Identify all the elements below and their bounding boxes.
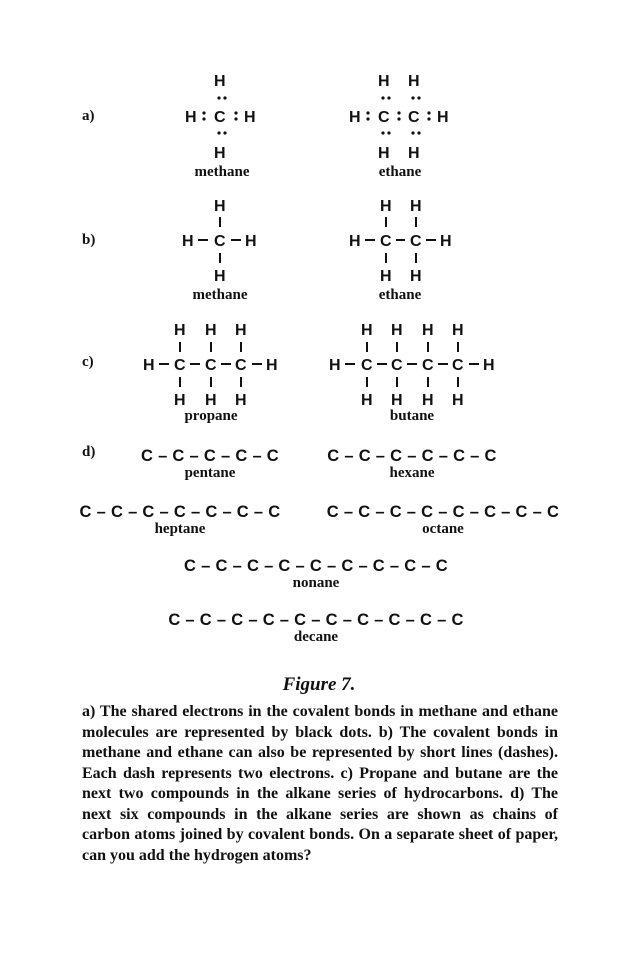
- svg-text:H: H: [378, 145, 390, 162]
- svg-text:C: C: [214, 233, 226, 250]
- svg-text:H: H: [214, 268, 226, 285]
- propane-name: propane: [184, 408, 238, 424]
- svg-text:H: H: [329, 357, 341, 374]
- nonane-name: nonane: [292, 575, 340, 591]
- ethane-electron-dot-structure: [349, 73, 449, 162]
- svg-text:H: H: [174, 392, 186, 409]
- hexane-name: hexane: [389, 465, 435, 481]
- svg-text:H: H: [174, 322, 186, 339]
- nonane-chain: C – C – C – C – C – C – C – C – C: [184, 557, 448, 575]
- svg-text:H: H: [380, 198, 392, 215]
- svg-text:H: H: [408, 73, 420, 90]
- svg-text:H: H: [452, 322, 464, 339]
- label-a: a): [82, 108, 95, 124]
- svg-text:C: C: [174, 357, 186, 374]
- svg-text:H: H: [378, 73, 390, 90]
- svg-text:H: H: [205, 322, 217, 339]
- svg-text:H: H: [214, 145, 226, 162]
- svg-text:C: C: [214, 109, 226, 126]
- hexane-chain: C – C – C – C – C – C: [327, 447, 497, 465]
- svg-text:H: H: [483, 357, 495, 374]
- label-c: c): [82, 354, 94, 370]
- svg-text:H: H: [244, 109, 256, 126]
- svg-text:C: C: [391, 357, 403, 374]
- methane-name-a: methane: [194, 164, 250, 180]
- svg-text:C: C: [361, 357, 373, 374]
- svg-text:H: H: [391, 322, 403, 339]
- octane-chain: C – C – C – C – C – C – C – C: [326, 503, 560, 521]
- svg-text:C: C: [205, 357, 217, 374]
- pentane-name: pentane: [184, 465, 236, 481]
- heptane-chain: C – C – C – C – C – C – C: [79, 503, 281, 521]
- svg-text:H: H: [391, 392, 403, 409]
- svg-text:C: C: [452, 357, 464, 374]
- figure-title: Figure 7.: [282, 674, 356, 695]
- svg-text:H: H: [410, 198, 422, 215]
- svg-text:H: H: [214, 73, 226, 90]
- svg-text:H: H: [245, 233, 257, 250]
- svg-text:H: H: [422, 322, 434, 339]
- decane-name: decane: [293, 629, 339, 645]
- decane-chain: C – C – C – C – C – C – C – C – C – C: [168, 611, 464, 629]
- svg-text:H: H: [185, 109, 197, 126]
- svg-text:H: H: [452, 392, 464, 409]
- svg-text:H: H: [235, 322, 247, 339]
- label-d: d): [82, 444, 96, 460]
- svg-text:H: H: [361, 322, 373, 339]
- svg-text:H: H: [205, 392, 217, 409]
- svg-text:H: H: [182, 233, 194, 250]
- butane-structure: [329, 322, 495, 409]
- label-b: b): [82, 232, 96, 248]
- svg-text:C: C: [410, 233, 422, 250]
- svg-text:H: H: [349, 109, 361, 126]
- butane-name: butane: [389, 408, 435, 424]
- svg-text:H: H: [143, 357, 155, 374]
- svg-text:H: H: [214, 198, 226, 215]
- svg-text:H: H: [408, 145, 420, 162]
- octane-name: octane: [422, 521, 464, 537]
- svg-text:H: H: [410, 268, 422, 285]
- svg-text:H: H: [422, 392, 434, 409]
- methane-dash-structure: [182, 198, 257, 285]
- svg-text:H: H: [380, 268, 392, 285]
- ethane-name-b: ethane: [378, 287, 422, 303]
- svg-text:C: C: [422, 357, 434, 374]
- svg-text:C: C: [235, 357, 247, 374]
- svg-text:C: C: [408, 109, 420, 126]
- svg-text:H: H: [235, 392, 247, 409]
- methane-electron-dot-structure: [185, 73, 256, 162]
- svg-text:H: H: [437, 109, 449, 126]
- svg-text:H: H: [440, 233, 452, 250]
- svg-text:C: C: [378, 109, 390, 126]
- svg-text:H: H: [349, 233, 361, 250]
- methane-name-b: methane: [192, 287, 248, 303]
- ethane-dash-structure: [349, 198, 452, 285]
- ethane-name-a: ethane: [378, 164, 422, 180]
- heptane-name: heptane: [154, 521, 206, 537]
- propane-structure: [143, 322, 278, 409]
- pentane-chain: C – C – C – C – C: [140, 447, 280, 465]
- figure-caption: a) The shared electrons in the covalent bonds in methane and ethane molecules are represented by black dots. b) The covalent bonds in methane and ethane can also be represented by short lines (dashes). Each dash represents two electrons. c) Propane and butane are the next two compounds in the alkane series of hydrocarbons. d) The next six compounds in the alkane series are shown as chains of carbon atoms joined by covalent bonds. On a separate sheet of paper, can you add the hydrogen atoms?: [82, 703, 558, 864]
- svg-text:H: H: [266, 357, 278, 374]
- svg-text:C: C: [380, 233, 392, 250]
- svg-text:H: H: [361, 392, 373, 409]
